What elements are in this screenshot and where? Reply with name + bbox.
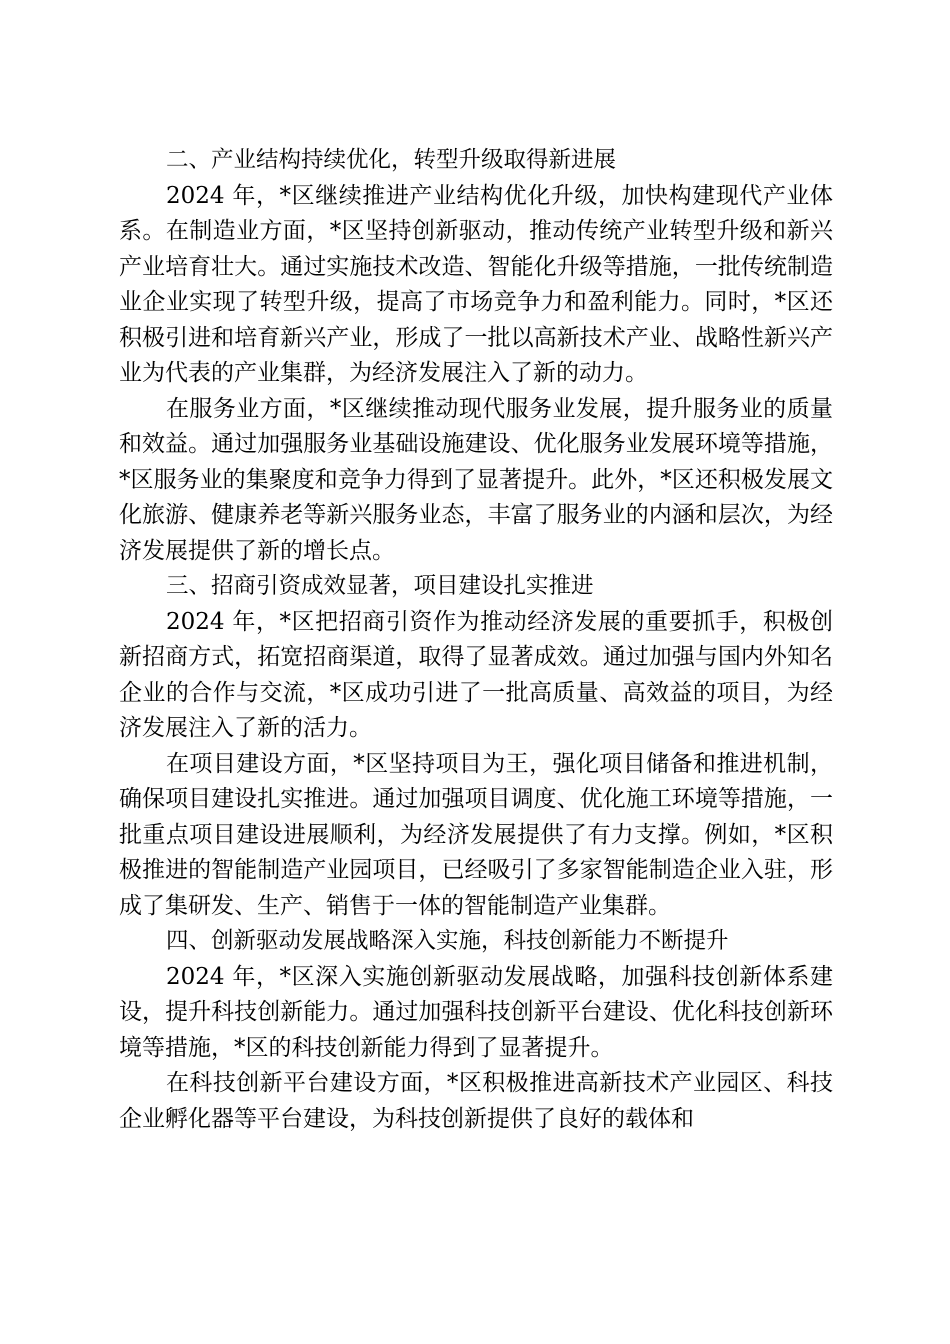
paragraph: 2024 年，*区继续推进产业结构优化升级，加快构建现代产业体系。在制造业方面，*区坚持创新驱动，推动传统产业转型升级和新兴产业培育壮大。通过实施技术改造、智能化升级等措施，一批传统制造业企业实现了转型升级，提高了市场竞争力和盈利能力。同时，*区还积极引进和培育新兴产业，形成了一批以高新技术产业、战略性新兴产业为代表的产业集群，为经济发展注入了新的动力。: [119, 182, 833, 386]
paragraph: 在项目建设方面，*区坚持项目为王，强化项目储备和推进机制，确保项目建设扎实推进。通过加强项目调度、优化施工环境等措施，一批重点项目建设进展顺利，为经济发展提供了有力支撑。例如，*区积极推进的智能制造产业园项目，已经吸引了多家智能制造企业入驻，形成了集研发、生产、销售于一体的智能制造产业集群。: [119, 750, 833, 919]
paragraph: 2024 年，*区深入实施创新驱动发展战略，加强科技创新体系建设，提升科技创新能力。通过加强科技创新平台建设、优化科技创新环境等措施，*区的科技创新能力得到了显著提升。: [119, 963, 833, 1061]
paragraph: 2024 年，*区把招商引资作为推动经济发展的重要抓手，积极创新招商方式，拓宽招商渠道，取得了显著成效。通过加强与国内外知名企业的合作与交流，*区成功引进了一批高质量、高效益的项目，为经济发展注入了新的活力。: [119, 608, 833, 741]
paragraph: 在服务业方面，*区继续推动现代服务业发展，提升服务业的质量和效益。通过加强服务业基础设施建设、优化服务业发展环境等措施，*区服务业的集聚度和竞争力得到了显著提升。此外，*区还积极发展文化旅游、健康养老等新兴服务业态，丰富了服务业的内涵和层次，为经济发展提供了新的增长点。: [119, 395, 833, 564]
section-heading: 四、创新驱动发展战略深入实施，科技创新能力不断提升: [166, 928, 729, 954]
section-heading: 二、产业结构持续优化，转型升级取得新进展: [166, 147, 617, 173]
section-heading: 三、招商引资成效显著，项目建设扎实推进: [166, 573, 594, 599]
document-body: [119, 143, 833, 1137]
paragraph: 在科技创新平台建设方面，*区积极推进高新技术产业园区、科技企业孵化器等平台建设，为科技创新提供了良好的载体和: [119, 1070, 833, 1132]
